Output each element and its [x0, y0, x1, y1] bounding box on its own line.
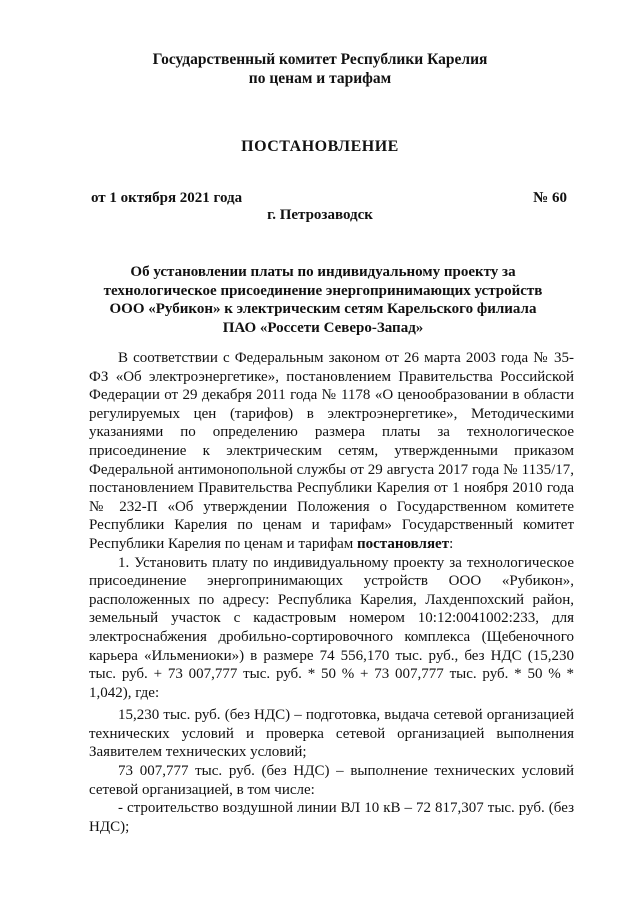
- preamble-text: В соответствии с Федеральным законом от 26 марта 2003 года № 35-ФЗ «Об электроэнергетике», постановлением Правительства Российской Федерации от 29 декабря 2011 года № 1178 «О ценообразовании в области регулируемых цен (тарифов) в электроэнергетике», Методическими указаниями по определению размера платы за технологическое присоединение к электрическим сетям, утвержденными приказом Федеральной антимонопольной службы от 29 августа 2017 года № 1135/17, постановлением Правительства Республики Карелия от 1 ноября 2010 года № 232-П «Об утверждении Положения о Государственном комитете Республики Карелия по ценам и тарифам» Государственный комитет Республики Карелия по ценам и тарифам: [89, 350, 574, 552]
- preamble-paragraph: [89, 349, 574, 554]
- issuing-authority: [0, 50, 640, 88]
- resolves-colon: :: [449, 535, 454, 552]
- document-date: от 1 октября 2021 года: [91, 190, 243, 206]
- cost-execution-paragraph: 73 007,777 тыс. руб. (без НДС) – выполнение технических условий сетевой организацией, в том числе:: [89, 763, 574, 798]
- subject-line-1: Об установлении платы по индивидуальному проекту за: [130, 264, 516, 280]
- document-type-heading: ПОСТАНОВЛЕНИЕ: [241, 138, 399, 155]
- document-number: № 60: [533, 190, 567, 206]
- item-1-paragraph: 1. Установить плату по индивидуальному проекту за технологическое присоединение энергопринимающих устройств ООО «Рубикон», расположенных по адресу: Республика Карелия, Лахденпохский район, земельный участок с кадастровым номером 10:12:0041002:233, для электроснабжения дробильно-сортировочного комплекса (Щебеночного карьера «Ильмениоки») в размере 74 556,170 тыс. руб., без НДС (15,230 тыс. руб. + 73 007,777 тыс. руб. * 50 % + 73 007,777 тыс. руб. * 50 % * 1,042), где:: [89, 554, 574, 701]
- cost-conditions-paragraph: 15,230 тыс. руб. (без НДС) – подготовка, выдача сетевой организацией технических условий и проверка сетевой организацией выполнения Заявителем технических условий;: [89, 707, 574, 761]
- authority-line-2: по ценам и тарифам: [248, 70, 392, 87]
- subject-line-4: ПАО «Россети Северо-Запад»: [222, 319, 424, 336]
- subject-line-3: ООО «Рубикон» к электрическим сетям Карельского филиала: [109, 301, 537, 317]
- document-city: г. Петрозаводск: [267, 207, 373, 223]
- authority-line-1: Государственный комитет Республики Карелия: [152, 51, 488, 68]
- document-body: [89, 349, 574, 836]
- resolves-word: постановляет: [357, 535, 450, 552]
- subject-line-2: технологическое присоединение энергопринимающих устройств: [103, 282, 543, 299]
- document-subject: [80, 263, 566, 337]
- cost-line-paragraph: - строительство воздушной линии ВЛ 10 кВ – 72 817,307 тыс. руб. (без НДС);: [89, 800, 574, 835]
